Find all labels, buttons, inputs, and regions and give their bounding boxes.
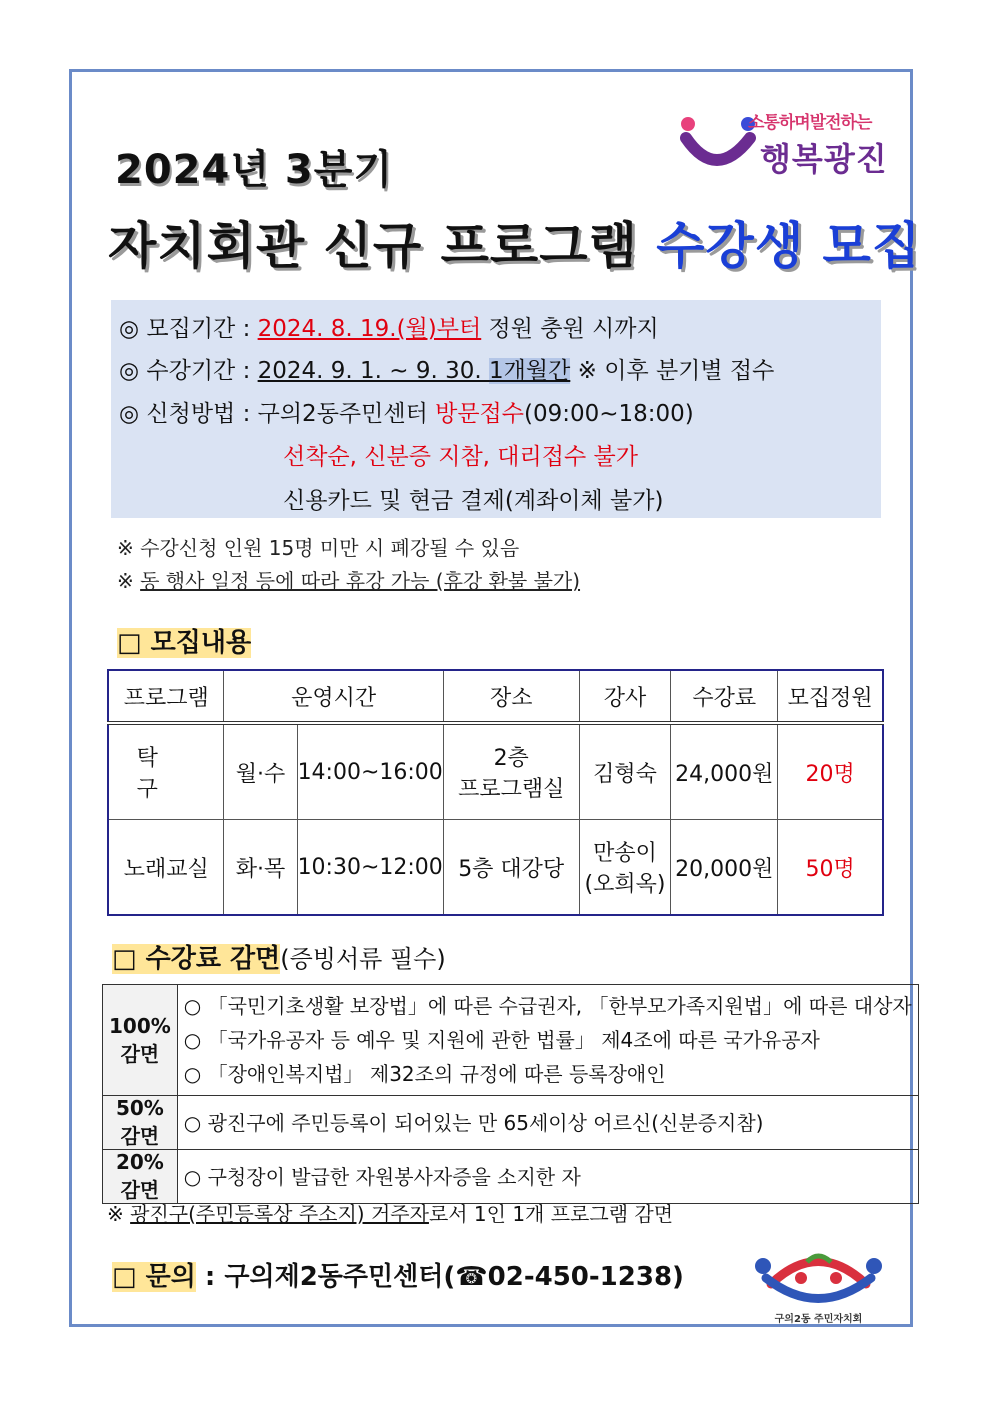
- header-time: 운영시간: [224, 670, 443, 723]
- discount-label: 20% 감면: [103, 1150, 178, 1204]
- course-label: ◎ 수강기간 :: [119, 358, 258, 384]
- smile-logo-icon: [676, 104, 756, 184]
- discount-line: ○ 광진구에 주민등록이 되어있는 만 65세이상 어르신(신분증지참): [183, 1110, 764, 1135]
- apply-condition: 선착순, 신분증 지참, 대리접수 불가: [283, 444, 638, 470]
- page-title-line1: 2024년 3분기: [115, 147, 394, 193]
- program-table: [107, 669, 884, 916]
- holiday-note-prefix: ※: [117, 569, 141, 593]
- cancel-note: ※ 수강신청 인원 15명 미만 시 폐강될 수 있음: [117, 536, 520, 560]
- program-teacher: [579, 820, 671, 916]
- program-fee: 20,000원: [671, 820, 778, 916]
- discount-conditions: [177, 985, 918, 1096]
- teacher-line2: (오희옥): [584, 872, 666, 897]
- footnote-underlined: 광진구(주민등록상 주소지) 거주자: [130, 1202, 429, 1226]
- recruit-label: ◎ 모집기간 :: [119, 316, 258, 342]
- header-capacity: 모집정원: [778, 670, 883, 723]
- discount-label: 100% 감면: [103, 985, 178, 1096]
- program-capacity: 20명: [778, 723, 883, 820]
- program-fee: 24,000원: [671, 723, 778, 820]
- header-place: 장소: [443, 670, 579, 723]
- discount-conditions: [177, 1150, 918, 1204]
- section-discount-subtitle: (증빙서류 필수): [280, 945, 446, 973]
- holiday-note: [117, 565, 580, 594]
- apply-time: (09:00~18:00): [523, 401, 694, 427]
- recruit-period: [119, 310, 659, 343]
- section-discount-title: □ 수강료 감면: [112, 944, 281, 974]
- program-days: 월·수: [224, 723, 297, 820]
- discount-line: ○ 「장애인복지법」 제32조의 규정에 따른 등록장애인: [183, 1062, 666, 1086]
- course-date: 2024. 9. 1. ~ 9. 30.: [257, 358, 490, 384]
- teacher-line1: 만송이: [593, 841, 657, 866]
- discount-table: [102, 984, 919, 1204]
- section-recruit-title: □ 모집내용: [117, 628, 252, 658]
- table-row: [103, 1096, 919, 1150]
- emblem-caption: 구의2동 주민자치회: [774, 1314, 863, 1325]
- table-row: [108, 723, 883, 820]
- page-title-line2: [108, 206, 921, 278]
- discount-footnote: [107, 1198, 673, 1227]
- table-header-row: [108, 670, 883, 723]
- contact-info: [112, 1256, 684, 1293]
- program-place: [443, 723, 579, 820]
- people-circle-icon: [741, 1244, 896, 1310]
- header-fee: 수강료: [671, 670, 778, 723]
- program-days: 화·목: [224, 820, 297, 916]
- program-time: 14:00~16:00: [297, 723, 443, 820]
- discount-line: ○ 구청장이 발급한 자원봉사자증을 소지한 자: [183, 1164, 581, 1189]
- header-program: 프로그램: [108, 670, 224, 723]
- haengbok-gwangjin-logo: [676, 104, 891, 184]
- discount-line: ○ 「국가유공자 등 예우 및 지원에 관한 법률」 제4조에 따른 국가유공자: [183, 1028, 820, 1052]
- program-teacher: [579, 723, 671, 820]
- teacher-line1: 김형숙: [593, 761, 657, 787]
- table-row: [103, 1150, 919, 1204]
- contact-text: : 구의제2동주민센터(☎02-450-1238): [195, 1262, 684, 1292]
- place-line2: 프로그램실: [458, 777, 565, 802]
- recruit-rest: 정원 충원 시까지: [481, 316, 659, 342]
- resident-council-emblem: [741, 1244, 896, 1324]
- logo-name: 행복광진: [760, 140, 888, 178]
- header-teacher: 강사: [579, 670, 671, 723]
- course-month: 1개월간: [489, 358, 571, 384]
- program-name: 노래교실: [108, 820, 224, 916]
- title-part1: 자치회관 신규 프로그램: [108, 217, 657, 275]
- discount-conditions: [177, 1096, 918, 1150]
- discount-line: ○ 「국민기초생활 보장법」에 따른 수급권자, 「한부모가족지원법」에 따른 대상자: [183, 994, 912, 1018]
- title-part2: 수강생 모집: [656, 217, 922, 275]
- program-place: [443, 820, 579, 916]
- section-recruit-content: [117, 622, 251, 659]
- course-rest: ※ 이후 분기별 접수: [570, 358, 775, 384]
- apply-place: 구의2동주민센터: [257, 401, 436, 427]
- table-row: [103, 985, 919, 1096]
- place-line1: 2층: [493, 746, 529, 771]
- footnote-rest: 로서 1인 1개 프로그램 감면: [428, 1202, 674, 1226]
- logo-slogan: 소통하며발전하는: [748, 113, 872, 133]
- recruit-date: 2024. 8. 19.(월)부터: [257, 316, 482, 342]
- course-period: [119, 352, 774, 385]
- holiday-note-text: 동 행사 일정 등에 따라 휴강 가능 (휴강 환불 불가): [140, 569, 581, 593]
- program-name: 탁 구: [108, 723, 224, 820]
- apply-label: ◎ 신청방법 :: [119, 401, 258, 427]
- payment-method: 신용카드 및 현금 결제(계좌이체 불가): [283, 488, 664, 514]
- section-fee-discount: [112, 938, 446, 975]
- contact-label: □ 문의: [112, 1262, 196, 1292]
- apply-method: [119, 395, 694, 428]
- program-capacity: 50명: [778, 820, 883, 916]
- footnote-prefix: ※: [107, 1202, 131, 1226]
- table-row: [108, 820, 883, 916]
- program-time: 10:30~12:00: [297, 820, 443, 916]
- place-line1: 5층 대강당: [458, 856, 565, 882]
- discount-label: 50% 감면: [103, 1096, 178, 1150]
- apply-visit: 방문접수: [435, 401, 524, 427]
